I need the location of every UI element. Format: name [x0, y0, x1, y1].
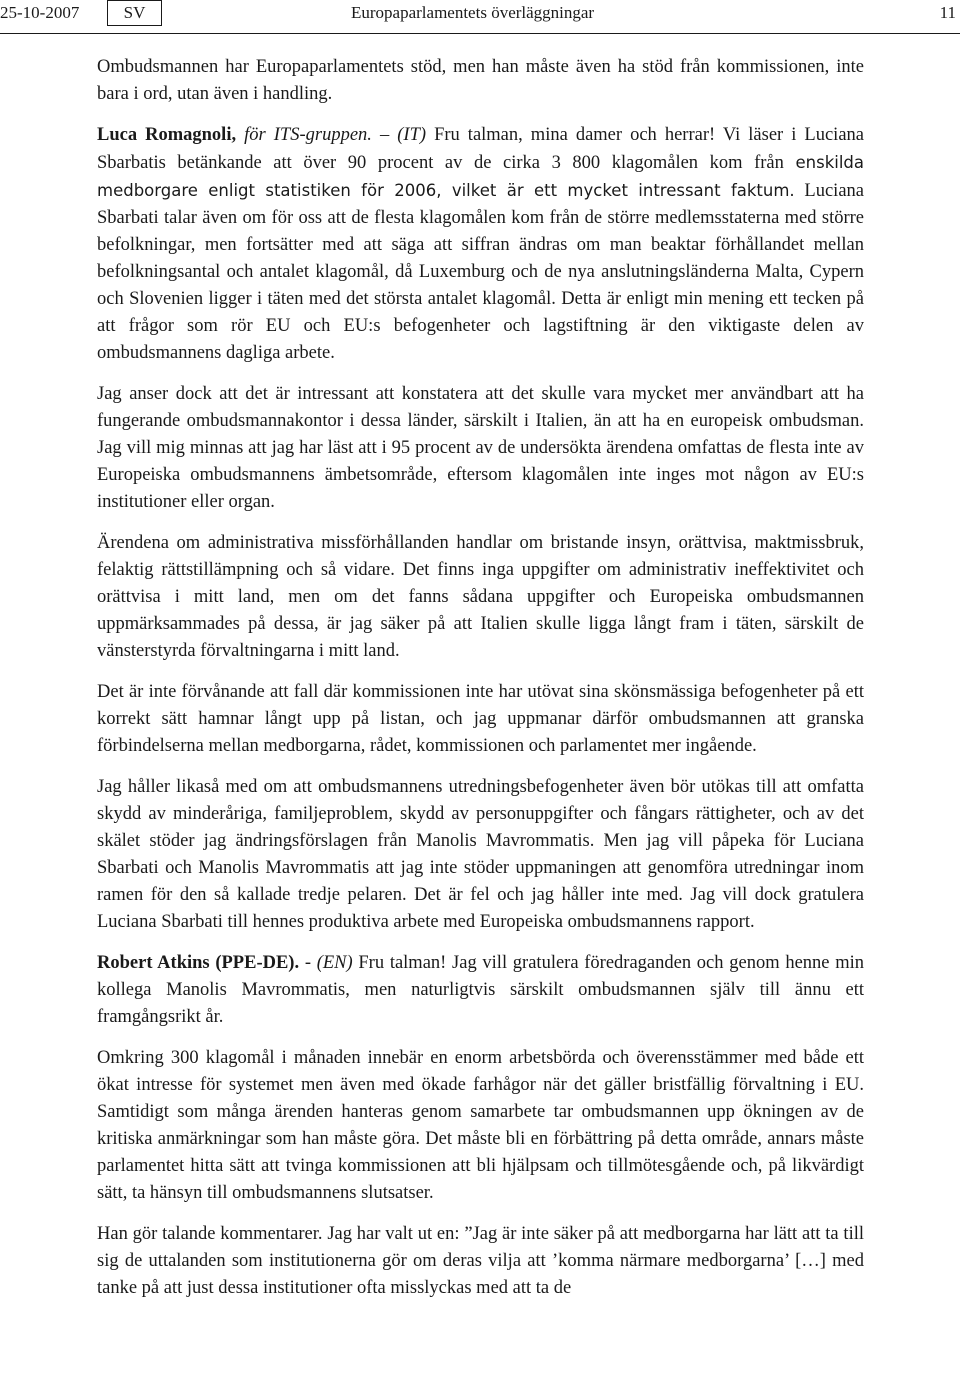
speaker-name: Luca Romagnoli, [97, 125, 237, 145]
speaker-dash: - [299, 953, 317, 973]
language-code: (EN) [316, 953, 353, 973]
header-date: 25-10-2007 [0, 3, 80, 22]
speech-text-b: Luciana Sbarbati talar även om för oss att de flesta klagomålen kom från de större medlemsstaterna med större befolkningar, men fortsätter med att säga att siffran ändras om man beaktar förhållandet mellan befolkningsantal och antalet klagomål, då Luxemburg och de nya anslutningsländerna Malta, Cypern och Slovenien ligger i täten med det största antalet klagomål. Detta är enligt min mening ett tecken på att frågor som rör EU och EU:s befogenheter och lagstiftning är den viktigaste delen av ombudsmannens dagliga arbete. [97, 181, 864, 363]
paragraph-2 [97, 122, 864, 367]
speaker-dash: – [371, 125, 398, 145]
language-code: (IT) [397, 125, 427, 145]
header-rule [0, 33, 960, 34]
speaker-name: Robert Atkins (PPE-DE). [97, 953, 300, 973]
paragraph-1: Ombudsmannen har Europaparlamentets stöd, men han måste även ha stöd från kommissionen, inte bara i ord, utan även i handling. [97, 57, 864, 104]
page-number: 11 [939, 3, 956, 22]
speech-text-sans: enskilda medborgare enligt statistiken för 2006, vilket är ett mycket intressant faktum. [97, 153, 864, 200]
language-badge: SV [107, 0, 162, 26]
paragraph-6: Jag håller likaså med om att ombudsmannens utredningsbefogenheter även bör utökas till att omfatta skydd av minderåriga, familjeproblem, skydd av personuppgifter och fångars rättigheter, och av det skälet stöder jag ändringsförslagen från Manolis Mavrommatis. Men jag vill påpeka för Luciana Sbarbati och Manolis Mavrommatis att jag inte stöder uppmaningen att genomföra utredningar inom ramen för den så kallade tredje pelaren. Det är fel och jag håller inte med. Jag vill dock gratulera Luciana Sbarbati till hennes produktiva arbete med Europeiska ombudsmannens rapport. [97, 777, 864, 932]
speech-text-a: Fru talman, mina damer och herrar! Vi läser i Luciana Sbarbatis betänkande att över 90 procent av de cirka 3 800 klagomålen kom från [97, 125, 864, 173]
speech-text: Fru talman! Jag vill gratulera föredraganden och genom henne min kollega Manolis Mavrommatis, men naturligtvis särskilt ombudsmannen själv till ännu ett framgångsrikt år. [97, 953, 864, 1027]
page-header [0, 0, 960, 34]
paragraph-9: Han gör talande kommentarer. Jag har valt ut en: ”Jag är inte säker på att medborgarna har lätt att ta till sig de uttalanden som institutionerna gör om deras vilja att ’komma närmare medborgarna’ […] med tanke på att just dessa institutioner ofta misslyckas med att ta de [97, 1224, 864, 1298]
paragraph-7 [97, 950, 864, 1031]
paragraph-4: Ärendena om administrativa missförhållanden handlar om bristande insyn, orättvisa, maktmissbruk, felaktig rättstillämpning och så vidare. Det finns inga uppgifter om administrativ ineffektivitet och orättvisa i mitt land, men om det fanns sådana uppgifter och Europeiska ombudsmannen uppmärksammades på dessa, är jag säker på att Italien skulle ligga långt fram i täten, särskilt de vänsterstyrda förvaltningarna i mitt land. [97, 533, 864, 661]
paragraph-8: Omkring 300 klagomål i månaden innebär en enorm arbetsbörda och överensstämmer med både ett ökat intresse för systemet men även med ökade farhågor när det gäller bristfällig förvaltning i EU. Samtidigt som många ärenden hanteras genom samarbete tar ombudsmannen upp ökningen av de kritiska anmärkningar som han måste göra. Det måste bli en förbättring på detta område, annars måste parlamentet hitta sätt att tvinga kommissionen att bli hjälpsam och tillmötesgående och, på likvärdigt sätt, ta hänsyn till ombudsmannens slutsatser. [97, 1048, 864, 1203]
paragraph-5: Det är inte förvånande att fall där kommissionen inte har utövat sina skönsmässiga befogenheter på ett korrekt sätt hamnar långt upp på listan, och jag uppmanar därför ombudsmannen att granska förbindelserna mellan medborgarna, rådet, kommissionen och parlamentet mer ingående. [97, 682, 864, 756]
document-body [97, 54, 864, 1316]
speaker-group: för ITS-gruppen. [244, 125, 372, 145]
header-title: Europaparlamentets överläggningar [351, 3, 595, 22]
paragraph-3: Jag anser dock att det är intressant att konstatera att det skulle vara mycket mer användbart att ha fungerande ombudsmannakontor i dessa länder, särskilt i Italien, än att ha en europeisk ombudsman. Jag vill mig minnas att jag har läst att i 95 procent av de undersökta ärendena omfattas de flesta inte av Europeiska ombudsmannens ämbetsområde, eftersom klagomålen inte inges mot någon av EU:s institutioner eller organ. [97, 384, 864, 512]
